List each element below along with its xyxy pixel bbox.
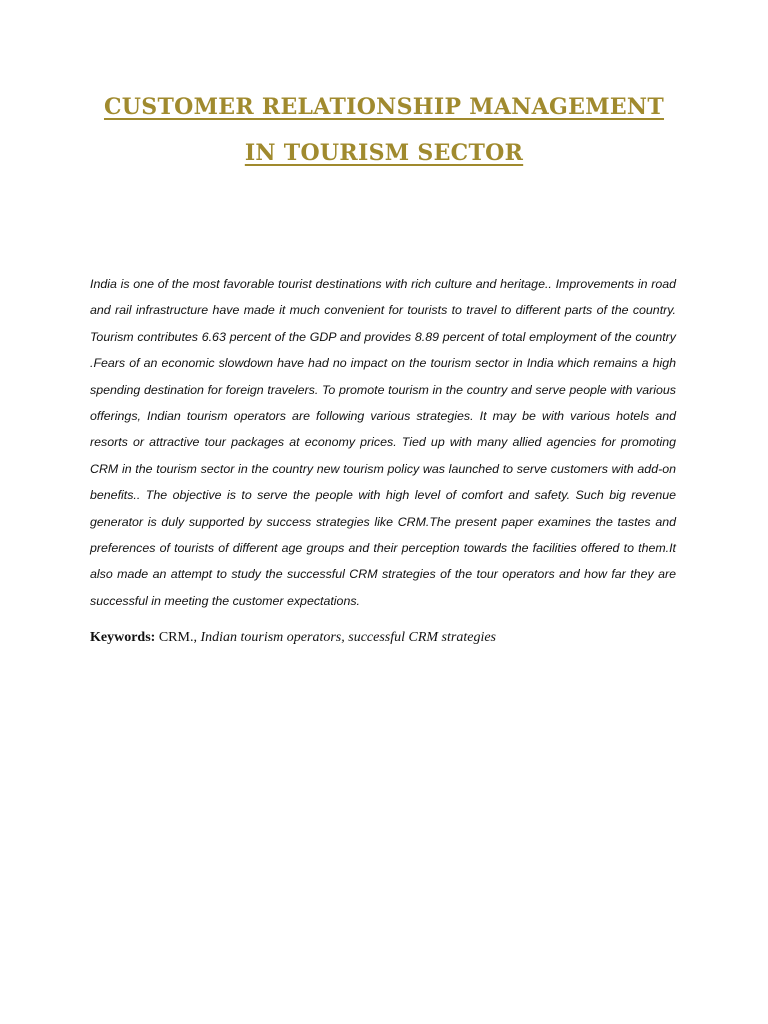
title-line-1-text: CUSTOMER RELATIONSHIP MANAGEMENT	[103, 94, 665, 120]
abstract-paragraph: India is one of the most favorable tourist destinations with rich culture and heritage.. Improvements in road and rail infrastructure have made it much convenient for tourists to travel to different parts of the country. Tourism contributes 6.63 percent of the GDP and provides 8.89 percent of total employment of the country .Fears of an economic slowdown have had no impact on the tourism sector in India which remains a high spending destination for foreign travelers. To promote tourism in the country and serve people with various offerings, Indian tourism operators are following various strategies. It may be with various hotels and resorts or attractive tour packages at economy prices. Tied up with many allied agencies for promoting CRM in the tourism sector in the country new tourism policy was launched to serve customers with add-on benefits.. The objective is to serve the people with high level of comfort and safety. Such big revenue generator is duly supported by success strategies like CRM.The present paper examines the tastes and preferences of tourists of different age groups and their perception towards the facilities offered to them.It also made an attempt to study the successful CRM strategies of the tour operators and how far they are successful in meeting the customer expectations.	[90, 277, 676, 608]
title-line-1	[0, 94, 768, 120]
keywords-label: Keywords:	[90, 630, 156, 645]
keywords-italic: Indian tourism operators, successful CRM strategies	[200, 630, 496, 645]
keywords-plain: CRM.,	[158, 630, 197, 645]
title-line-2	[0, 140, 768, 166]
title-line-2-text: IN TOURISM SECTOR	[244, 140, 524, 166]
keywords-line	[90, 630, 690, 646]
